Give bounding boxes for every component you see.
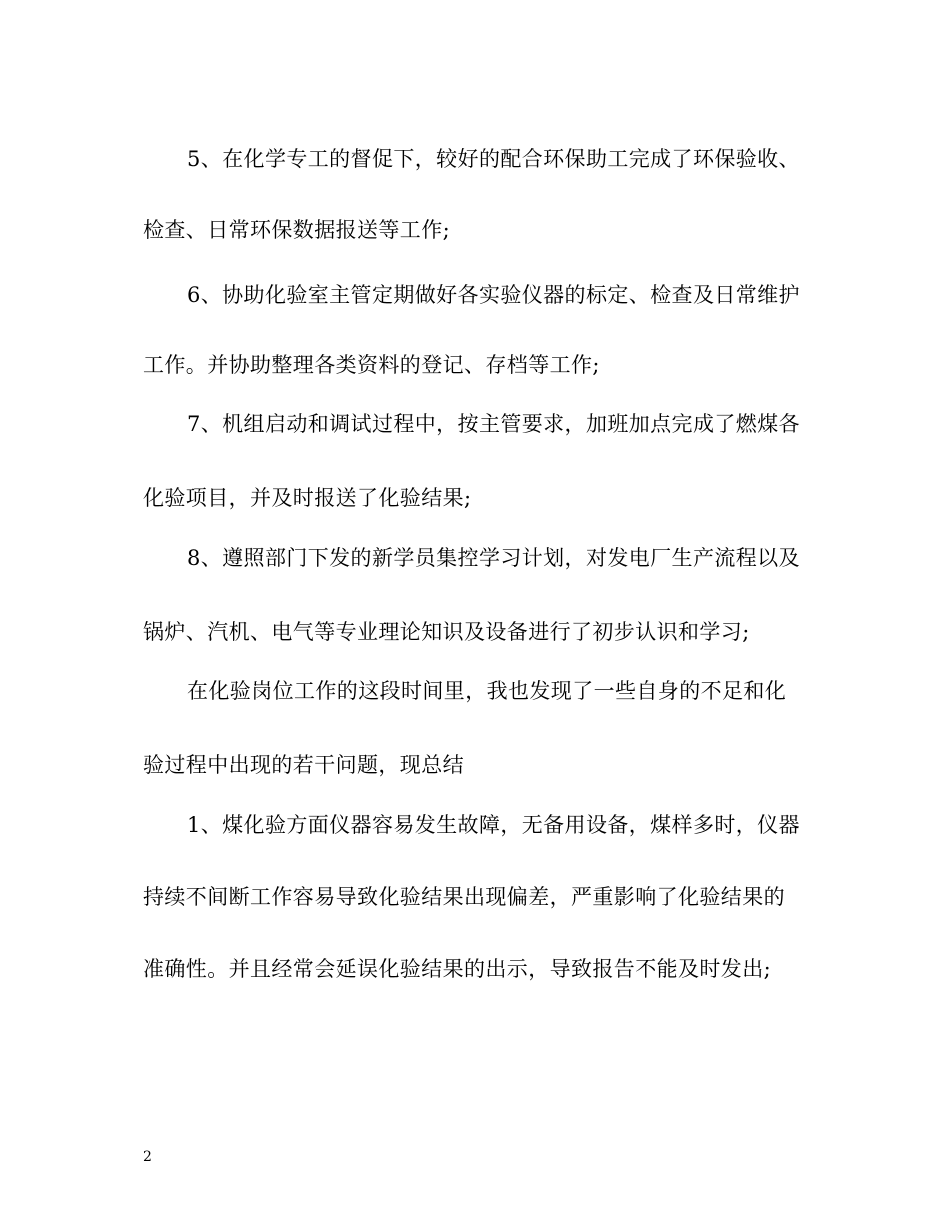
page-number: 2: [143, 1149, 152, 1165]
paragraph-line: 在化验岗位工作的这段时间里，我也发现了一些自身的不足和化: [187, 679, 787, 703]
paragraph-line: 持续不间断工作容易导致化验结果出现偏差，严重影响了化验结果的: [143, 885, 785, 909]
paragraph-line: 1、煤化验方面仪器容易发生故障，无备用设备，煤样多时，仪器: [187, 813, 800, 837]
paragraph-line: 6、协助化验室主管定期做好各实验仪器的标定、检查及日常维护: [187, 283, 800, 307]
paragraph-line: 工作。并协助整理各类资料的登记、存档等工作;: [143, 353, 600, 377]
paragraph-line: 8、遵照部门下发的新学员集控学习计划，对发电厂生产流程以及: [187, 546, 800, 570]
paragraph-line: 化验项目，并及时报送了化验结果;: [143, 486, 472, 510]
paragraph-line: 5、在化学专工的督促下，较好的配合环保助工完成了环保验收、: [187, 147, 800, 171]
paragraph-line: 检查、日常环保数据报送等工作;: [143, 218, 451, 242]
paragraph-line: 准确性。并且经常会延误化验结果的出示，导致报告不能及时发出;: [143, 957, 772, 981]
paragraph-line: 验过程中出现的若干问题，现总结: [143, 753, 464, 777]
paragraph-line: 锅炉、汽机、电气等专业理论知识及设备进行了初步认识和学习;: [143, 620, 750, 644]
paragraph-line: 7、机组启动和调试过程中，按主管要求，加班加点完成了燃煤各: [187, 412, 800, 436]
